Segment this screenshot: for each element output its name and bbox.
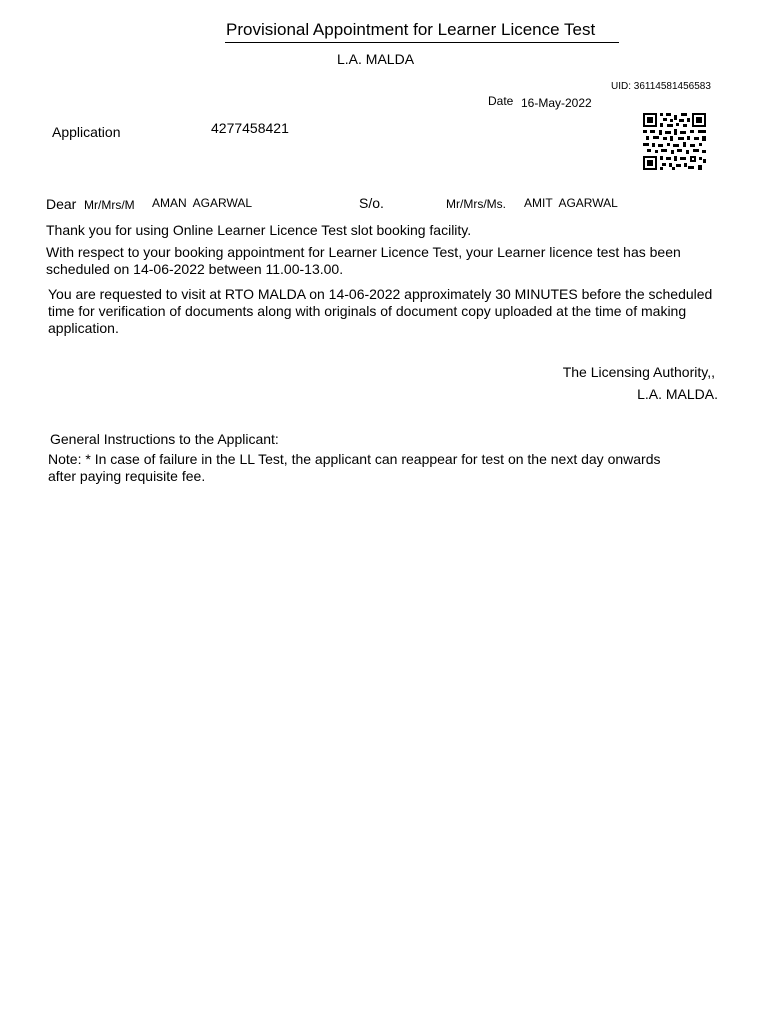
date-label: Date — [488, 94, 514, 108]
signature-line-2: L.A. MALDA. — [637, 386, 718, 402]
instructions-heading: General Instructions to the Applicant: — [50, 431, 279, 447]
signature-line-1: The Licensing Authority,, — [562, 364, 715, 380]
salutation-dear: Dear — [46, 196, 77, 212]
application-label: Application — [52, 124, 121, 140]
page-title: Provisional Appointment for Learner Licence Test — [226, 20, 596, 39]
relation-prefix: Mr/Mrs/Ms. — [446, 197, 506, 211]
authority-heading: L.A. MALDA — [337, 51, 415, 67]
relation-label: S/o. — [359, 195, 384, 211]
visit-paragraph: You are requested to visit at RTO MALDA on 14-06-2022 approximately 30 MINUTES before the scheduled time for verification of documents along with originals of document copy uploaded at the time of making application. — [48, 286, 713, 336]
thanks-paragraph: Thank you for using Online Learner Licence Test slot booking facility. — [46, 222, 472, 238]
title-underline — [225, 42, 619, 43]
instructions-note: Note: * In case of failure in the LL Test, the applicant can reappear for test on the next day onwards after paying requisite fee. — [48, 451, 661, 484]
relation-name: AMIT AGARWAL — [524, 196, 618, 210]
schedule-paragraph: With respect to your booking appointment for Learner Licence Test, your Learner licence test has been scheduled on 14-06-2022 between 11.00-13.00. — [46, 244, 681, 277]
applicant-prefix: Mr/Mrs/M — [84, 198, 135, 212]
application-number: 4277458421 — [211, 120, 289, 136]
uid-text: UID: 36114581456583 — [611, 81, 711, 92]
date-value: 16-May-2022 — [521, 96, 592, 110]
qr-code-icon — [643, 113, 706, 170]
applicant-name: AMAN AGARWAL — [152, 196, 253, 210]
